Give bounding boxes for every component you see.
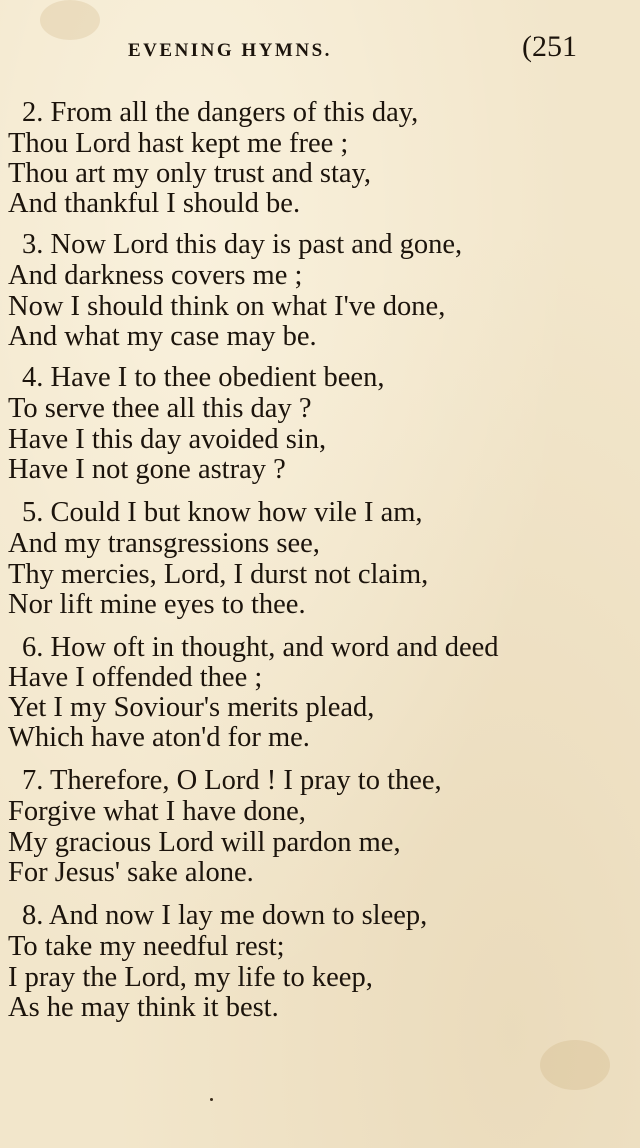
verse-line: 6. How oft in thought, and word and deed [22,632,499,663]
verse-line: And my transgressions see, [8,528,320,559]
verse-line: And darkness covers me ; [8,260,303,291]
verse-line: Nor lift mine eyes to thee. [8,589,306,620]
verse-line: For Jesus' sake alone. [8,857,254,888]
verse-line: 7. Therefore, O Lord ! I pray to thee, [22,765,442,796]
verse-line: Forgive what I have done, [8,796,306,827]
paper-stain [40,0,100,40]
verse-line: 4. Have I to thee obedient been, [22,362,385,393]
verse-line: 5. Could I but know how vile I am, [22,497,423,528]
verse-line: Thy mercies, Lord, I durst not claim, [8,559,429,590]
verse-line: Have I this day avoided sin, [8,424,327,455]
paper-stain [540,1040,610,1090]
verse-line: Have I not gone astray ? [8,454,286,485]
verse-line: And thankful I should be. [8,188,301,219]
verse-line: Now I should think on what I've done, [8,291,446,322]
verse-line: To take my needful rest; [8,931,285,962]
ink-speck [210,1098,213,1101]
page-number: (251 [522,30,577,63]
verse-line: As he may think it best. [8,992,279,1023]
verse-line: To serve thee all this day ? [8,393,312,424]
verse-line: 2. From all the dangers of this day, [22,97,419,128]
verse-line: 3. Now Lord this day is past and gone, [22,229,463,260]
verse-line: My gracious Lord will pardon me, [8,827,401,858]
verse-line: Yet I my Soviour's merits plead, [8,692,375,723]
verse-line: Thou art my only trust and stay, [8,158,372,189]
verse-line: Thou Lord hast kept me free ; [8,128,349,159]
running-head: EVENING HYMNS. [128,40,332,61]
verse-line: I pray the Lord, my life to keep, [8,962,373,993]
verse-line: Have I offended thee ; [8,662,263,693]
verse-line: Which have aton'd for me. [8,722,310,753]
verse-line: And what my case may be. [8,321,317,352]
verse-line: 8. And now I lay me down to sleep, [22,900,428,931]
